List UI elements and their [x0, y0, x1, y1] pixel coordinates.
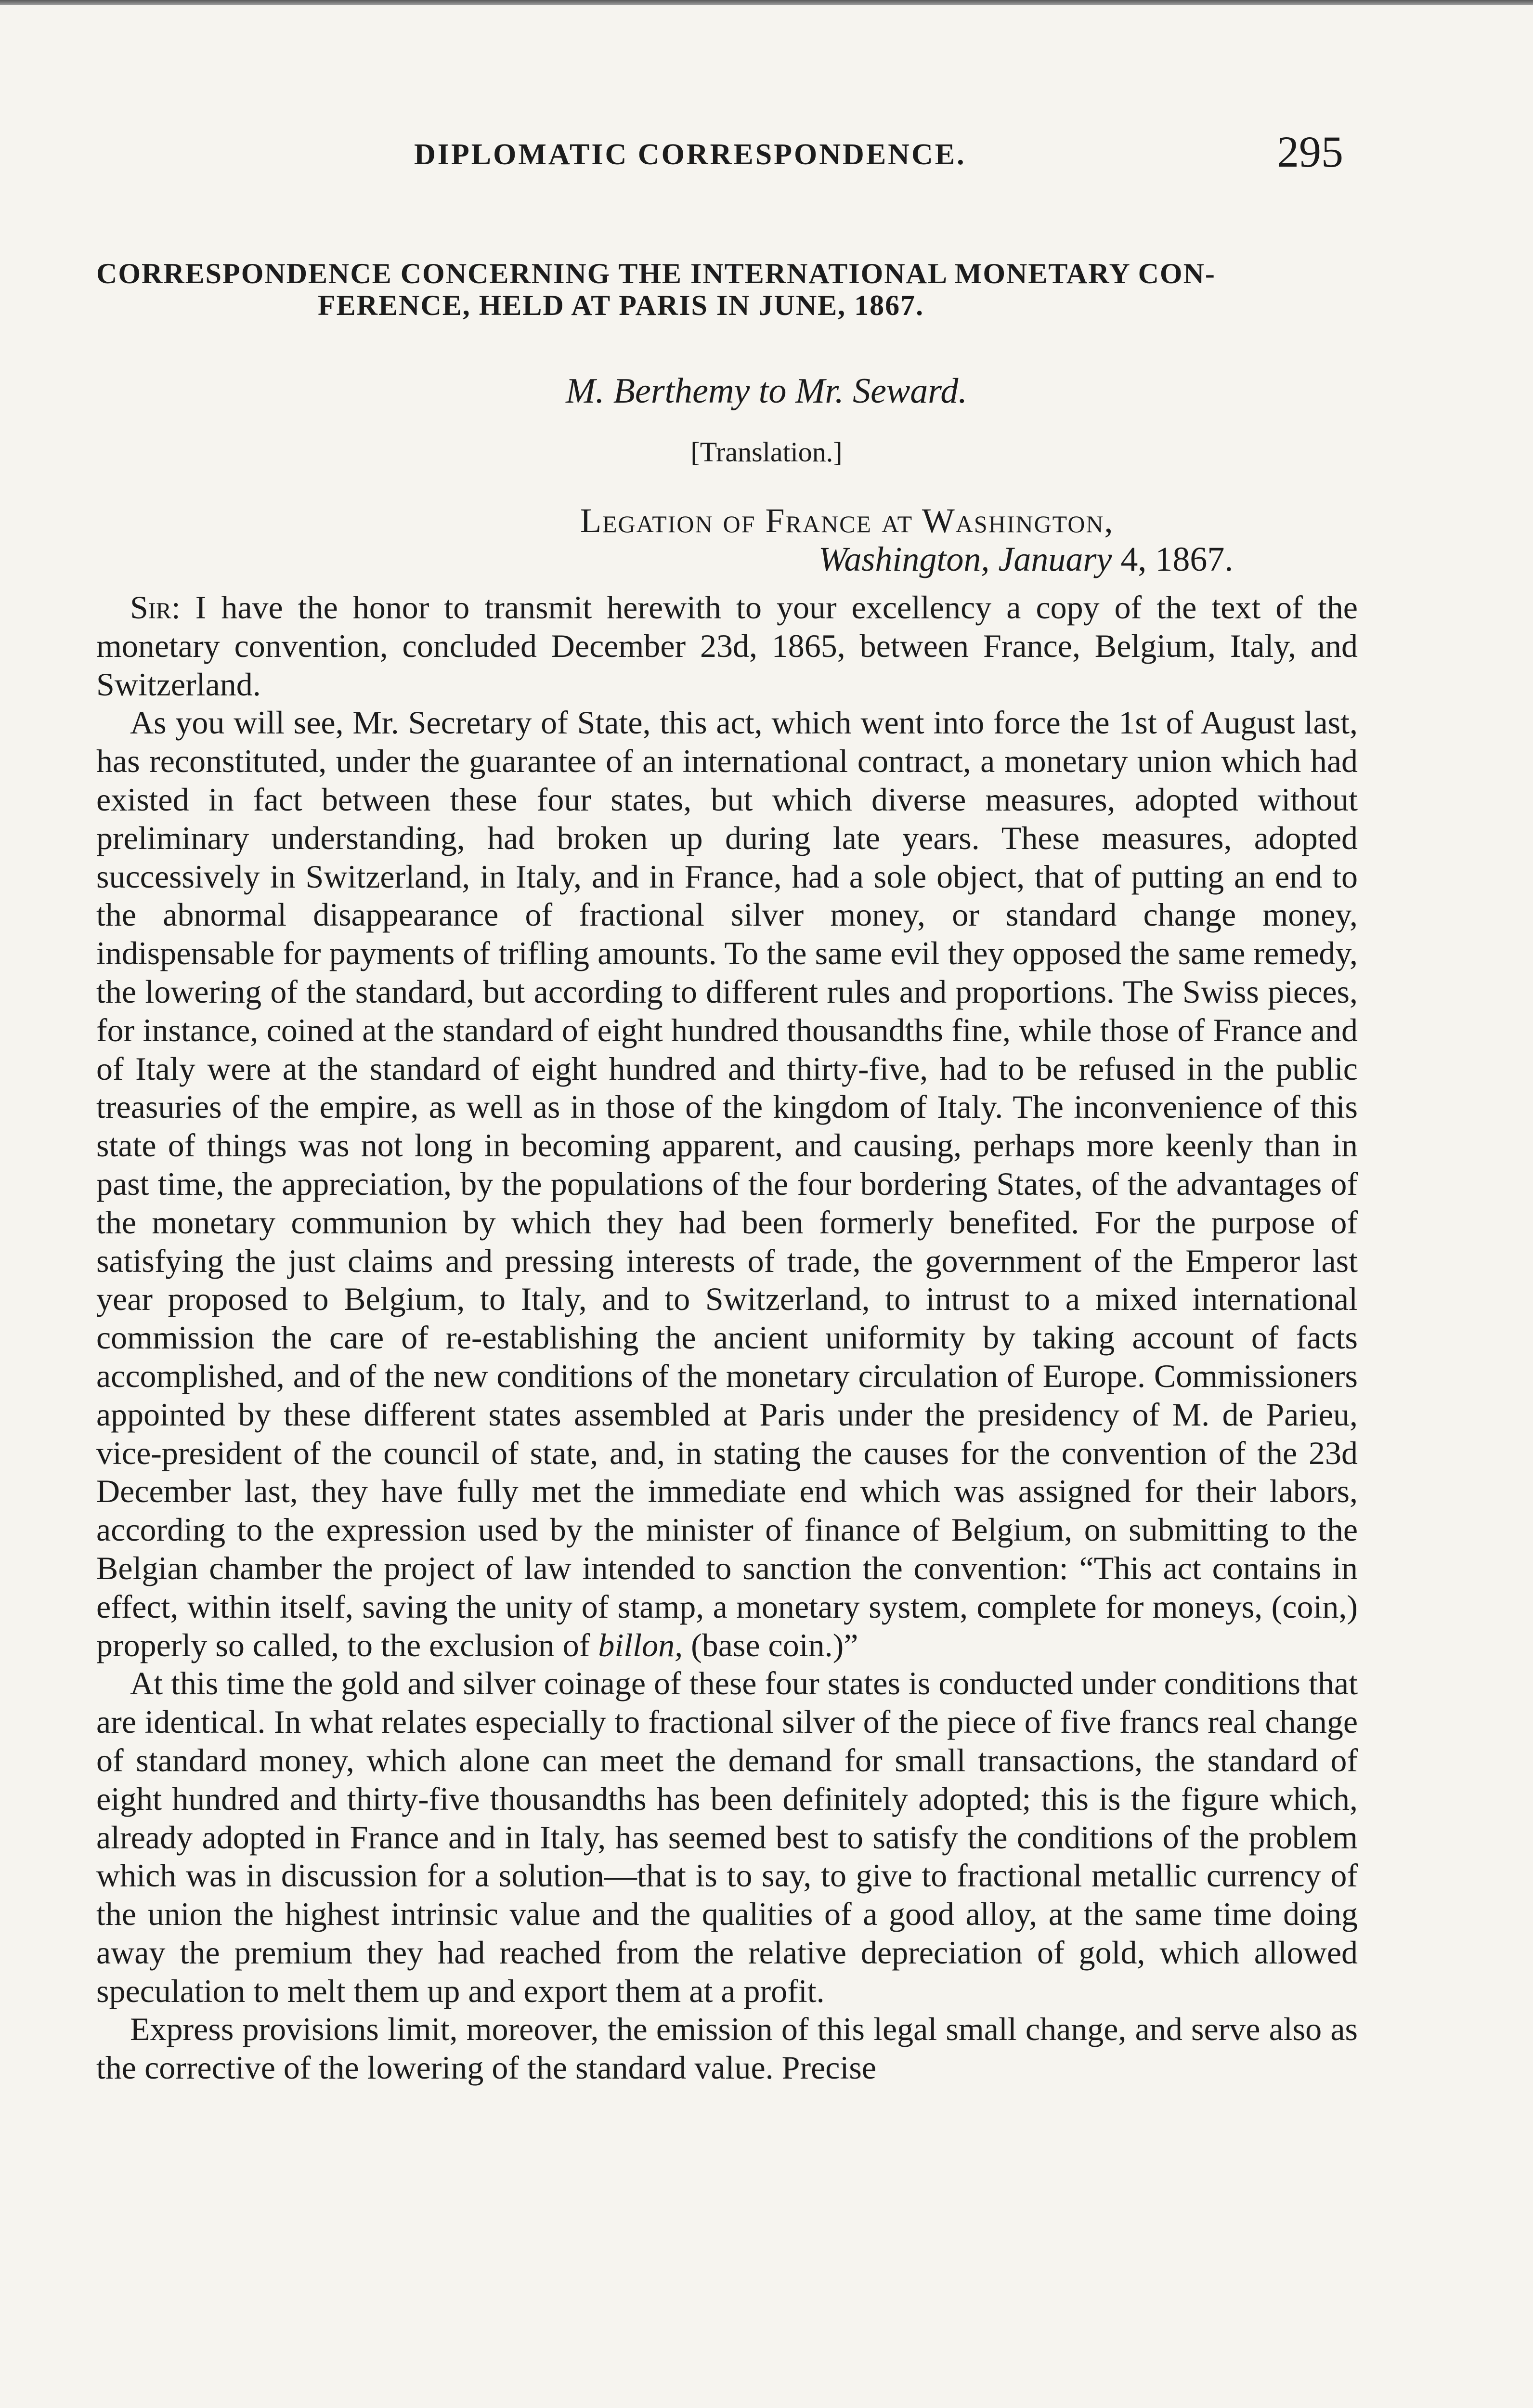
- dateline-date: [818, 539, 1233, 579]
- dateline-place: Legation of France at Washington,: [580, 501, 1114, 540]
- paragraph-2-text: As you will see, Mr. Secretary of State, this act, which went into force the 1st of August last, has reconstituted, under the guarantee of an international contract, a monetary union which had existed in fact between these four states, but which diverse measures, adopted without preliminary understanding, had broken up during late years. These measures, adopted successively in Switzerland, in Italy, and in France, had a sole object, that of putting an end to the abnormal disappearance of fractional silver money, or standard change money, indispensable for payments of trifling amounts. To the same evil they opposed the same remedy, the lowering of the standard, but according to different rules and proportions. The Swiss pieces, for instance, coined at the standard of eight hundred thousandths fine, while those of France and of Italy were at the standard of eight hundred and thirty-five, had to be refused in the public treasuries of the empire, as well as in those of the kingdom of Italy. The inconvenience of this state of things was not long in becoming apparent, and causing, perhaps more keenly than in past time, the appreciation, by the populations of the four bordering States, of the advantages of the monetary communion by which they had been formerly benefited. For the purpose of satisfying the just claims and pressing interests of trade, the government of the Emperor last year proposed to Belgium, to Italy, and to Switzerland, to intrust to a mixed international commission the care of re-establishing the ancient uniformity by taking account of facts accomplished, and of the new conditions of the monetary circulation of Europe. Commissioners appointed by these different states assembled at Paris under the presidency of M. de Parieu, vice-president of the council of state, and, in stating the causes for the convention of the 23d December last, they have fully met the immediate end which was assigned for their labors, according to the expression used by the minister of finance of Belgium, on submitting to the Belgian chamber the project of law intended to sanction the convention: “This act contains in effect, within itself, saving the unity of stamp, a monetary system, complete for moneys, (coin,) properly so called, to the exclusion of: [96, 704, 1358, 1663]
- letter-body: [96, 589, 1358, 2087]
- term-gloss: (base coin.)”: [691, 1626, 858, 1663]
- translation-note: [Translation.]: [690, 436, 843, 468]
- paragraph-1-text: I have the honor to transmit herewith to your excellency a copy of the text of the monetary convention, concluded December 23d, 1865, between France, Belgium, Italy, and Switzerland.: [96, 589, 1358, 703]
- paragraph-4: Express provisions limit, moreover, the emission of this legal small change, and serve also as the corrective of the lowering of the standard value. Precise: [96, 2011, 1358, 2086]
- section-title-line-2: FERENCE, HELD AT PARIS IN JUNE, 1867.: [318, 289, 924, 321]
- section-title: [96, 258, 1363, 321]
- paragraph-2: [96, 704, 1358, 1664]
- dateline-date-plain: 4, 1867.: [1120, 540, 1234, 578]
- page-number: 295: [1277, 127, 1343, 176]
- section-title-line-1: CORRESPONDENCE CONCERNING THE INTERNATIONAL MONETARY CON-: [96, 258, 1216, 289]
- paragraph-3: At this time the gold and silver coinage of these four states is conducted under conditions that are identical. In what relates especially to fractional silver of the piece of five francs real change of standard money, which alone can meet the demand for small transactions, the standard of eight hundred and thirty-five thousandths has been definitely adopted; this is the figure which, already adopted in France and in Italy, has seemed best to satisfy the conditions of the problem which was in discussion for a solution—that is to say, to give to fractional metallic currency of the union the highest intrinsic value and the qualities of a good alloy, at the same time doing away the premium they had reached from the relative depreciation of gold, which allowed speculation to melt them up and export them at a profit.: [96, 1665, 1358, 2009]
- paragraph-1: [96, 589, 1358, 704]
- dateline-date-italic: Washington, January: [818, 540, 1112, 578]
- salutation: Sir:: [130, 589, 181, 626]
- letter-heading: M. Berthemy to Mr. Seward.: [566, 371, 967, 411]
- running-title: DIPLOMATIC CORRESPONDENCE.: [414, 138, 966, 171]
- italic-term: billon,: [598, 1626, 683, 1663]
- page-top-edge: [0, 0, 1533, 5]
